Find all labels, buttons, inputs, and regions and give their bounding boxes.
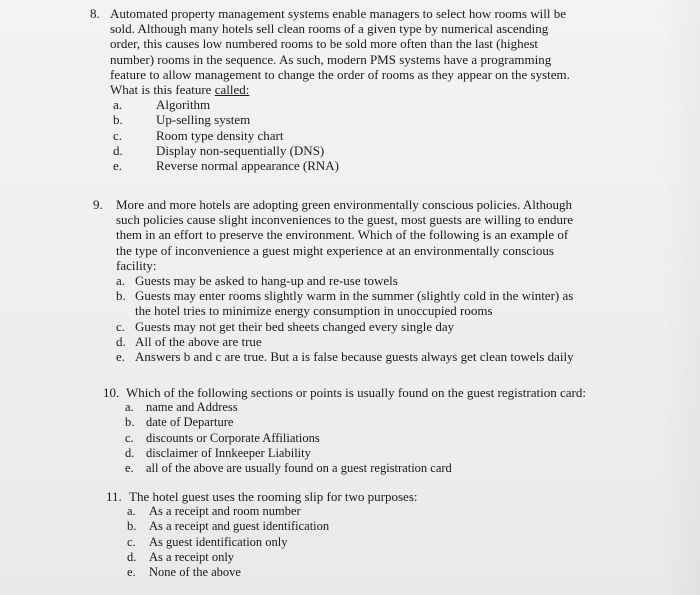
option-text: As guest identification only bbox=[149, 534, 288, 549]
stem-line: facility: bbox=[116, 257, 157, 273]
option-letter: e. bbox=[116, 349, 126, 365]
question-number: 10. bbox=[103, 385, 120, 400]
question-number: 11. bbox=[106, 489, 122, 504]
underlined-word: called: bbox=[214, 82, 250, 98]
option-text: Guests may be asked to hang-up and re-use towels bbox=[135, 273, 398, 289]
option-text: Guests may enter rooms slightly warm in the summer (slightly cold in the winter) as bbox=[135, 288, 574, 304]
option-b bbox=[116, 288, 653, 318]
option-text: Room type density chart bbox=[156, 127, 284, 143]
option-e bbox=[127, 565, 626, 580]
option-letter: d. bbox=[116, 333, 126, 349]
option-letter: e. bbox=[113, 158, 123, 174]
stem-line: sold. Although many hotels sell clean rooms of a given type by numerical ascending bbox=[110, 21, 549, 37]
option-text: all of the above are usually found on a guest registration card bbox=[146, 461, 452, 476]
option-c bbox=[113, 128, 650, 143]
answer-options bbox=[113, 97, 650, 173]
option-e bbox=[125, 461, 663, 476]
question-9-stem bbox=[93, 197, 653, 273]
option-text: disclaimer of Innkeeper Liability bbox=[146, 445, 311, 460]
stem-line: them in an effort to preserve the environment. Which of the following is an example of bbox=[116, 227, 569, 243]
stem-line: feature to allow management to change the order of rooms as they appear on the system. bbox=[110, 66, 570, 82]
question-9 bbox=[93, 197, 653, 364]
option-b bbox=[125, 415, 663, 430]
question-10-stem bbox=[103, 385, 663, 400]
option-text: discounts or Corporate Affiliations bbox=[146, 430, 320, 445]
option-a bbox=[116, 273, 653, 288]
question-8-stem bbox=[90, 6, 650, 97]
option-b bbox=[127, 519, 626, 534]
stem-line: More and more hotels are adopting green environmentally conscious policies. Although bbox=[116, 197, 572, 212]
option-text: Guests may not get their bed sheets changed every single day bbox=[135, 318, 455, 334]
option-text: Reverse normal appearance (RNA) bbox=[156, 158, 339, 174]
stem-line: order, this causes low numbered rooms to be sold more often than the last (highest bbox=[110, 36, 539, 52]
option-letter: a. bbox=[127, 504, 136, 519]
option-letter: d. bbox=[125, 445, 135, 460]
option-letter: b. bbox=[113, 112, 123, 128]
question-10 bbox=[103, 385, 663, 476]
stem-line: Which of the following sections or points is usually found on the guest registration card: bbox=[126, 385, 586, 400]
option-d bbox=[116, 334, 653, 349]
page-edge-shadow bbox=[660, 0, 700, 595]
option-letter: b. bbox=[127, 519, 137, 534]
option-e bbox=[113, 158, 650, 173]
option-text: All of the above are true bbox=[135, 333, 262, 349]
option-letter: e. bbox=[127, 565, 136, 580]
stem-line: number) rooms in the sequence. As such, modern PMS systems have a programming bbox=[110, 51, 552, 67]
stem-line: the type of inconvenience a guest might experience at an environmentally conscious bbox=[116, 242, 554, 258]
question-number: 8. bbox=[90, 6, 100, 21]
option-b bbox=[113, 112, 650, 127]
option-letter: c. bbox=[125, 430, 134, 445]
question-11 bbox=[106, 489, 626, 580]
answer-options bbox=[116, 273, 653, 364]
question-number: 9. bbox=[93, 197, 103, 212]
option-letter: a. bbox=[113, 97, 123, 113]
option-letter: c. bbox=[113, 127, 123, 143]
option-text: Display non-sequentially (DNS) bbox=[156, 142, 325, 158]
stem-line: Automated property management systems enable managers to select how rooms will be bbox=[110, 6, 566, 21]
option-letter: c. bbox=[116, 318, 126, 334]
option-c bbox=[125, 431, 663, 446]
option-text: As a receipt only bbox=[149, 549, 235, 564]
option-e bbox=[116, 349, 653, 364]
option-d bbox=[127, 550, 626, 565]
answer-options bbox=[127, 504, 626, 580]
option-a bbox=[125, 400, 663, 415]
question-8 bbox=[90, 6, 650, 173]
option-d bbox=[113, 143, 650, 158]
option-text: Up-selling system bbox=[156, 112, 251, 128]
option-letter: d. bbox=[113, 142, 123, 158]
option-a bbox=[127, 504, 626, 519]
answer-options bbox=[125, 400, 663, 476]
option-letter: d. bbox=[127, 549, 137, 564]
option-letter: c. bbox=[127, 534, 136, 549]
stem-line: The hotel guest uses the rooming slip for two purposes: bbox=[129, 489, 418, 504]
option-d bbox=[125, 446, 663, 461]
option-letter: a. bbox=[125, 400, 134, 415]
question-11-stem bbox=[106, 489, 626, 504]
option-letter: b. bbox=[116, 288, 126, 304]
option-text: the hotel tries to minimize energy consumption in unoccupied rooms bbox=[135, 303, 493, 319]
option-c bbox=[127, 535, 626, 550]
option-text: date of Departure bbox=[146, 415, 234, 430]
option-letter: b. bbox=[125, 415, 135, 430]
option-text: Algorithm bbox=[156, 97, 211, 113]
option-text: name and Address bbox=[146, 400, 238, 415]
option-text: Answers b and c are true. But a is false because guests always get clean towels daily bbox=[135, 349, 574, 365]
option-letter: e. bbox=[125, 461, 134, 476]
option-text: As a receipt and guest identification bbox=[149, 519, 330, 534]
stem-line: such policies cause slight inconveniences to the guest, most guests are willing to endure bbox=[116, 212, 574, 228]
option-c bbox=[116, 319, 653, 334]
option-text: As a receipt and room number bbox=[149, 504, 301, 519]
option-a bbox=[113, 97, 650, 112]
option-letter: a. bbox=[116, 273, 126, 289]
stem-line: What is this feature bbox=[110, 82, 215, 98]
option-text: None of the above bbox=[149, 565, 241, 580]
